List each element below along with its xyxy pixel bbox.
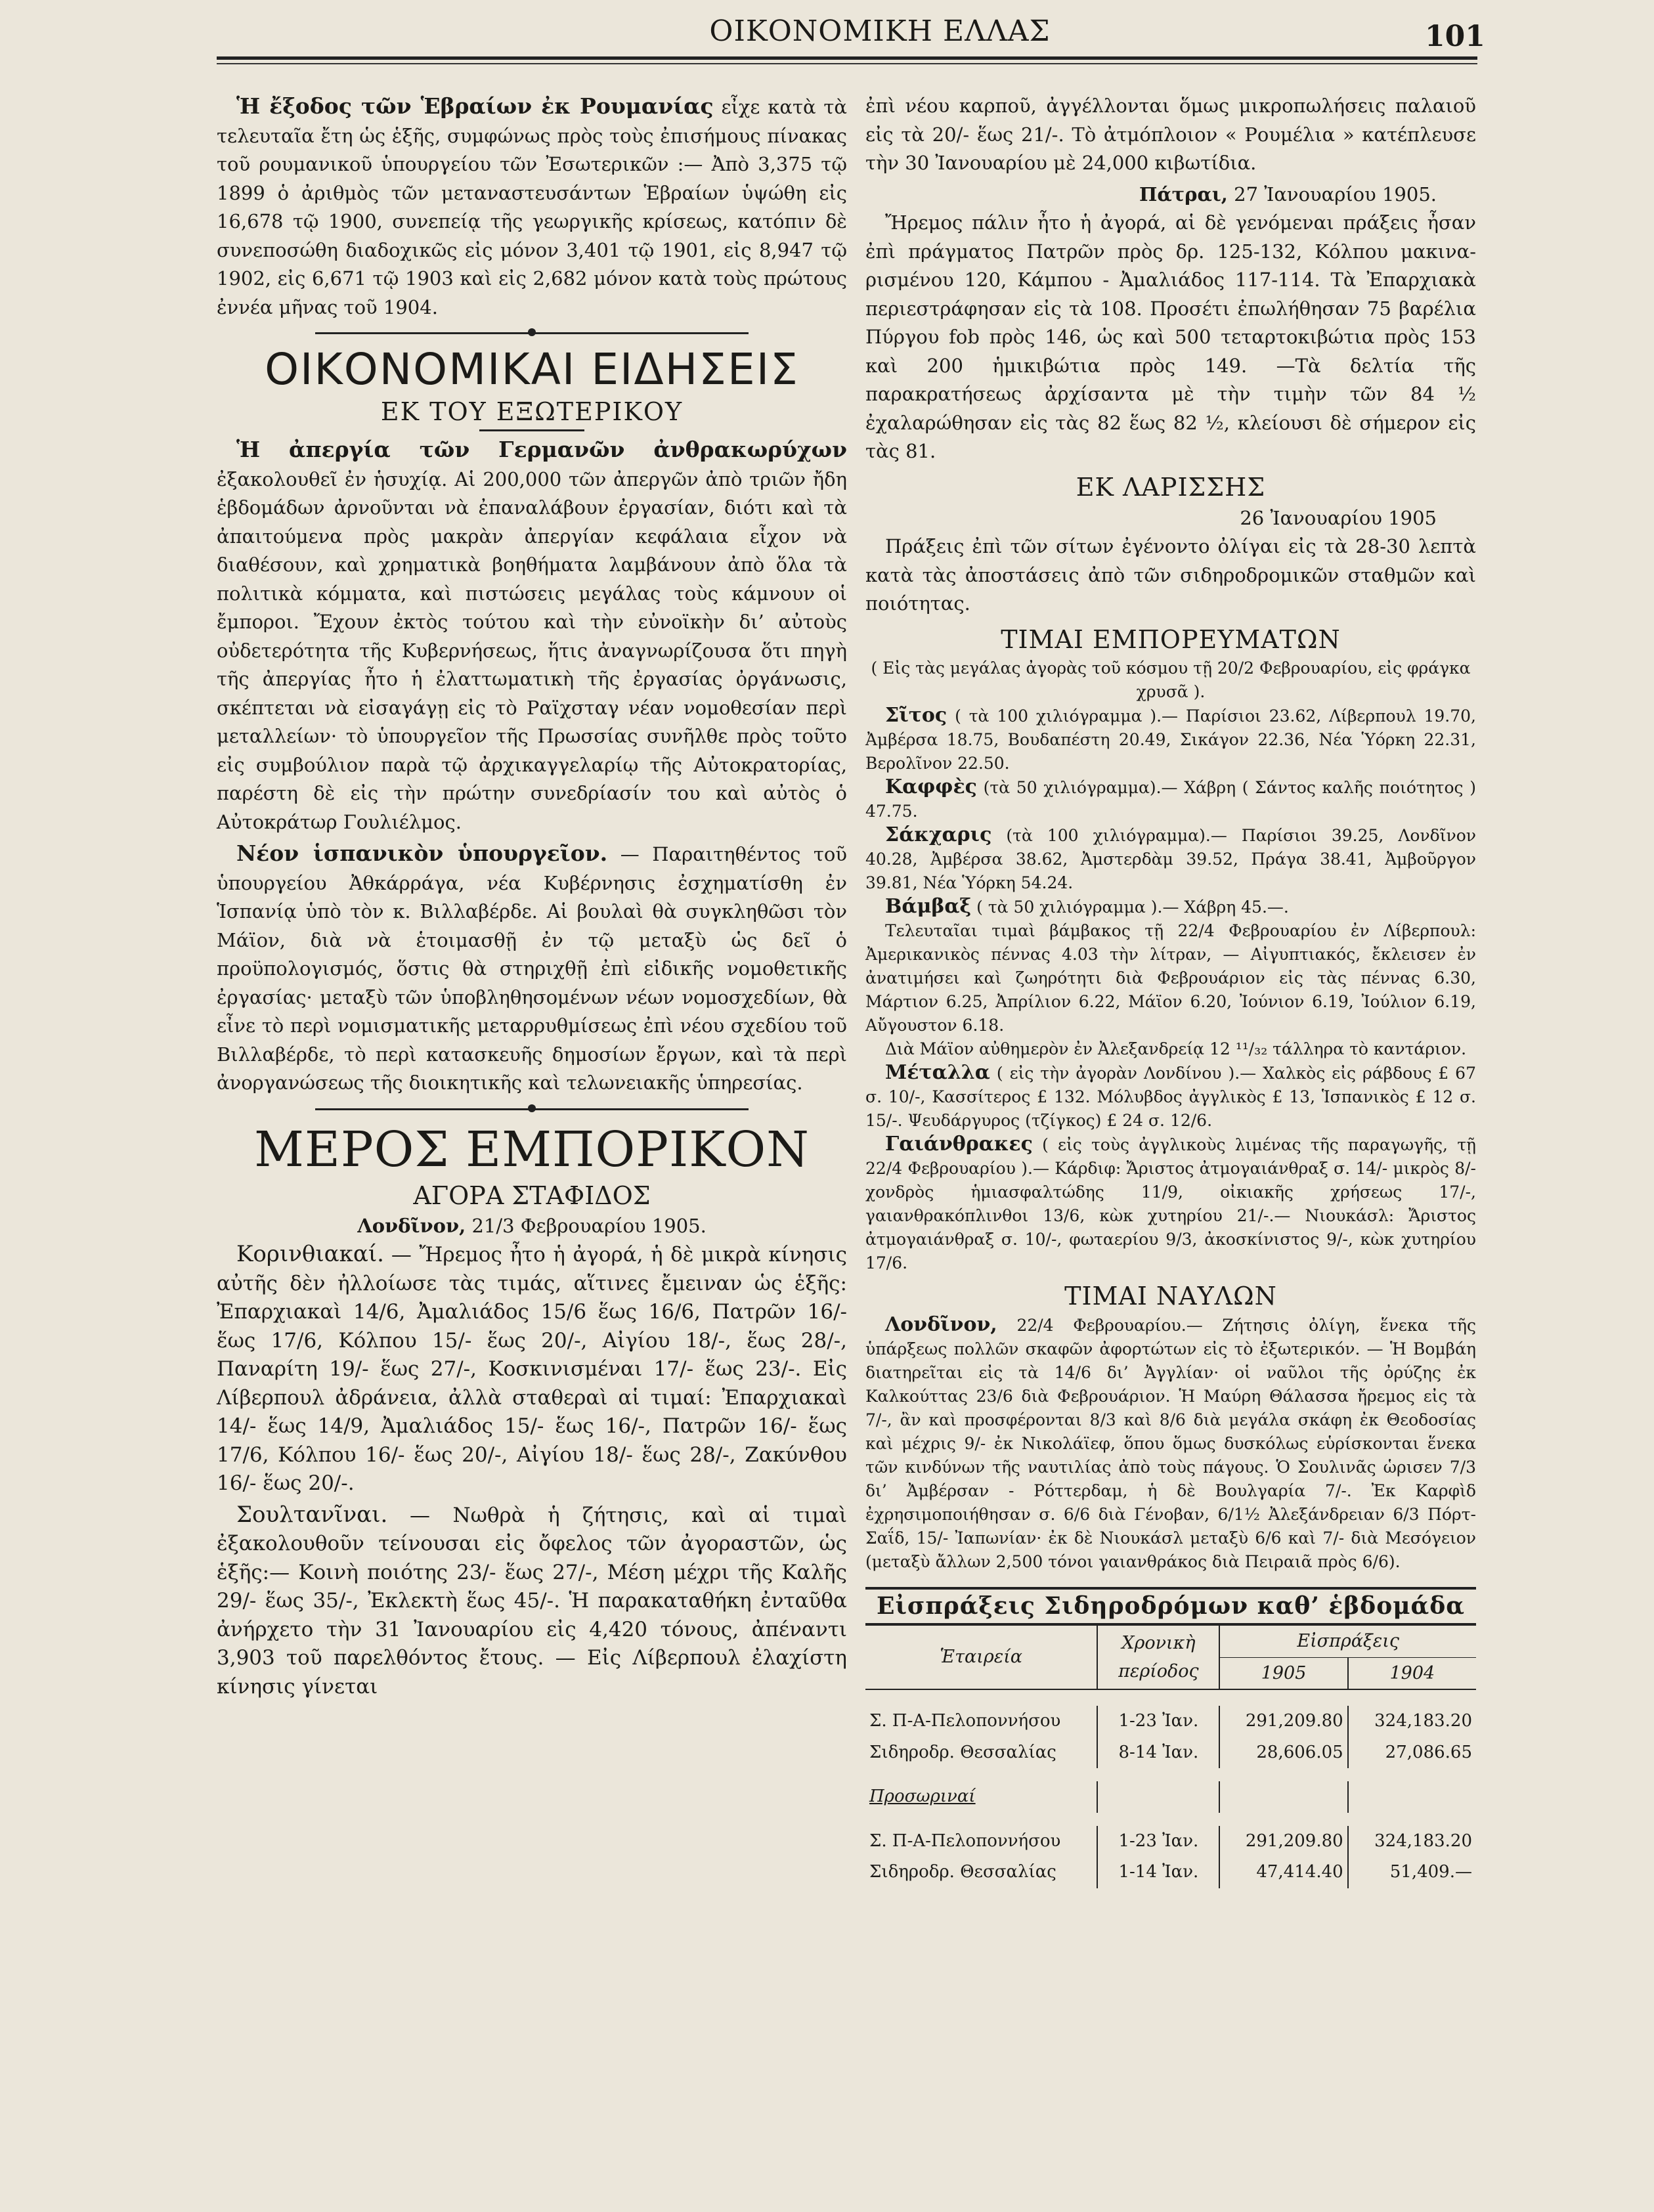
header-rule xyxy=(217,56,1477,60)
table-row xyxy=(865,1857,1476,1888)
cotton-label: Βάμβαξ xyxy=(885,894,972,918)
table-header-row xyxy=(865,1626,1476,1657)
railway-receipts-table xyxy=(865,1626,1476,1888)
section-divider xyxy=(217,326,847,340)
cell-period: 8-14 Ἰαν. xyxy=(1097,1737,1219,1769)
korinth-label: Κορινθιακαί. xyxy=(236,1241,384,1267)
soultan-paragraph xyxy=(217,1501,847,1702)
cell-1905: 291,209.80 xyxy=(1219,1826,1347,1857)
continued-paragraph: ἐπὶ νέου καρποῦ, ἀγγέλλονται ὅμως μικροπωλήσεις παλαιοῦ εἰς τὰ 20/- ἕως 21/-. Τὸ ἀτμόπλοιον « Ρουμέλια » κατέπλευσε τὴν 30 Ἰανουαρίου μὲ 24,000 κιβωτίδια. xyxy=(865,95,1476,174)
table-row xyxy=(865,1737,1476,1769)
ministry-text: — Παραιτηθέντος τοῦ ὑπουργείου Ἀθκάρράγα, νέα Κυβέρνησις ἐσχηματίσθη ἐν Ἱσπανίᾳ ὑπὸ τὸν κ. Βιλλαβέρδε. Αἱ βουλαὶ θὰ συγκληθῶσι τὸν Μάϊον, διὰ νὰ ἑτοιμασθῇ ἐν τῷ μεταξὺ ὡς δεῖ ὁ προϋπολογισμός, ὅστις θὰ στηριχθῇ ἐπὶ εἰδικῆς νομοθετικῆς ἐργασίας· μεταξὺ τῶν ὑποβληθησομένων νέων νομοσχεδίων, θὰ εἶνε τὸ περὶ νομισματικῆς μεταρρυθμίσεως ἐπὶ νέου σχεδίου τοῦ Βιλλαβέρδε, τὸ περὶ κατασκευῆς δημοσίων ἔργων, καὶ τὰ περὶ ἀνοργανώσεως τῆς διοικητικῆς καὶ τελωνειακῆς ὑπηρεσίας. xyxy=(217,843,847,1094)
short-rule xyxy=(479,429,584,431)
exodus-text: εἶχε κατὰ τὰ τελευταῖα ἔτη ὡς ἑξῆς, συμφώνως πρὸς τοὺς ἐπισήμους πίνακας τοῦ ρουμανικοῦ ὑπουργείου τῶν Ἐσωτερικῶν :— Ἀπὸ 3,375 τῷ 1899 ὁ ἀριθμὸς τῶν μεταναστευσάντων Ἑβραίων ὑψώθη εἰς 16,678 τῷ 1900, συνεπείᾳ τῆς γεωργικῆς κρίσεως, κατόπιν δὲ συνεποσώθη διαδοχικῶς εἰς μόνον 3,401 τῷ 1901, εἰς 8,947 τῷ 1902, εἰς 6,671 τῷ 1903 καὶ εἰς 2,682 μόνον κατὰ τοὺς πρώτους ἐννέα μῆνας τοῦ 1904. xyxy=(217,96,847,318)
freight-entry xyxy=(865,1313,1476,1574)
exodus-paragraph xyxy=(217,92,847,322)
page-number: 101 xyxy=(1425,20,1485,53)
soultan-label: Σουλτανῖναι. xyxy=(236,1501,388,1528)
section-heading-commerce: ΜΕΡΟΣ ΕΜΠΟΡΙΚΟΝ xyxy=(254,1121,810,1178)
exodus-heading: Ἡ ἔξοδος τῶν Ἑβραίων ἐκ Ρουμανίας xyxy=(236,93,714,119)
cell-company: Σιδηροδρ. Θεσσαλίας xyxy=(869,1742,1056,1762)
coal-text: ( εἰς τοὺς ἀγγλικοὺς λιμένας τῆς παραγωγῆς, τῇ 22/4 Φεβρουαρίου ).— Κάρδιφ: Ἄριστος ἀτμογαιάνθραξ σ. 14/- μικρὸς 8/- χονδρὸς ἡμιασφαλτώδης 11/9, οἰκιακῆς χρήσεως 17/-, γαιανθρακόπλινθοι 13/6, κὼκ χυτηρίου 21/-.— Νιουκάσλ: Ἄριστος ἀτμογαιάνθραξ σ. 10/-, φωταερίου 9/3, ἀκοσκίνιστος 9/-, κὼκ χυτηρίου 17/6. xyxy=(865,1135,1477,1272)
strike-paragraph xyxy=(217,435,847,836)
cell-company: Σ. Π-Α-Πελοποννήσου xyxy=(869,1831,1061,1851)
freight-place: Λονδῖνον, xyxy=(885,1312,997,1336)
strike-heading: Ἡ ἀπεργία τῶν Γερμανῶν ἀνθρακωρύχων xyxy=(236,437,847,462)
korinth-text: — Ἤρεμος ἦτο ἡ ἀγορά, ἡ δὲ μικρὰ κίνησις αὐτῆς δὲν ἠλλοίωσε τὰς τιμάς, αἵτινες ἔμειναν ὡς ἑξῆς: Ἐπαρχιακαὶ 14/6, Ἀμαλιάδος 15/6 ἕως 16/6, Πατρῶν 16/- ἕως 17/6, Κόλπου 15/- ἕως 20/-, Αἰγίου 18/-, ἕως 28/-, Παναρίτη 19/- ἕως 27/-, Κοσκινισμέναι 17/- ἕως 23/-. Εἰς Λίβερπουλ ἀδράνεια, ἀλλὰ σταθεραὶ αἱ τιμαί: Ἐπαρχιακαὶ 14/- ἕως 14/9, Ἀμαλιάδος 15/- ἕως 16/-, Πατρῶν 16/- ἕως 17/6, Κόλπου 16/- ἕως 20/-, Αἰγίου 18/- ἕως 28/-, Ζακύνθου 16/- ἕως 20/-. xyxy=(217,1243,848,1495)
cotton-entry xyxy=(865,895,1476,919)
patras-date: 27 Ἰανουαρίου 1905. xyxy=(1234,183,1437,206)
cotton-alexandria: Διὰ Μάϊον αὐθημερὸν ἐν Ἀλεξανδρείᾳ 12 ¹¹/₃₂ τάλληρα τὸ καντάριον. xyxy=(885,1039,1467,1058)
coal-label: Γαιάνθρακες xyxy=(885,1132,1033,1156)
head-receipts: Εἰσπράξεις xyxy=(1219,1626,1476,1657)
railway-table-title: Εἰσπράξεις Σιδηροδρόμων καθ’ ἑβδομάδα xyxy=(865,1587,1476,1626)
sugar-entry xyxy=(865,823,1476,895)
ministry-heading: Νέον ἱσπανικὸν ὑπουργεῖον. xyxy=(236,840,608,866)
cell-period: 1-23 Ἰαν. xyxy=(1097,1826,1219,1857)
provisional-label: Προσωριναί xyxy=(869,1787,976,1806)
head-company: Ἑταιρεία xyxy=(865,1626,1097,1689)
coffee-label: Καφφὲς xyxy=(885,775,977,798)
patras-paragraph: Ἤρεμος πάλιν ἦτο ἡ ἀγορά, αἱ δὲ γενόμεναι πράξεις ἦσαν ἐπὶ πράγματος Πατρῶν πρὸς δρ. 125-132, Κόλπου μακιναρισμένου 120, Κάμπου - Ἀμαλιάδος 117-114. Τὰ Ἐπαρχιακὰ περιεστράφησαν εἰς τὰ 108. Προσέτι ἐπωλήθησαν 75 βαρέλια Πύργου fob πρὸς 146, ὡς καὶ 500 τεταρτοκιβώτια πρὸς 153 καὶ 200 ἡμικιβώτια πρὸς 149. —Τὰ δελτία τῆς παρακρατήσεως ἀρχίσαντα μὲ τὴν τιμὴν τῶν 84 ½ ἐχαλαρώθησαν εἰς τὰς 82 ἕως 82 ½, κλείουσι δὲ σήμερον εἰς τὰς 81. xyxy=(865,211,1476,462)
strike-text: ἐξακολουθεῖ ἐν ἡσυχίᾳ. Αἱ 200,000 τῶν ἀπεργῶν ἀπὸ τριῶν ἤδη ἑβδομάδων ἀρνοῦνται νὰ ἐπαναλάβουν ἐργασίαν, διότι καὶ τὰ ἀπαιτούμενα πρὸς μακρὰν ἀπεργίαν κεφάλαια εἶχον νὰ διαθέσουν, καὶ χρηματικὰ βοηθήματα λαμβάνουν ἀπὸ ὅλα τὰ πολιτικὰ κόμματα, καὶ πιστώσεις μεγάλας τοὺς κάμνουν οἱ ἔμποροι. Ἔχουν ἐκτὸς τούτου καὶ τὴν εὐνοϊκὴν δι’ αὐτοὺς οὐδετερότητα τῆς Κυβερνήσεως, ἥτις ἀναγνωρίζουσα ὅτι πηγὴ τῆς ἀπεργίας ἦτο ἡ ἐλαττωματικὴ τῆς ἐργασίας ὀργάνωσις, σκέπτεται νὰ εἰσαγάγῃ εἰς τὸ Ραϊχσταγ νέαν νομοθεσίαν περὶ μεταλλείων· τὸ ὑπουργεῖον τῆς Πρωσσίας συνῆλθε πρὸς τοῦτο εἰς συμβούλιον παρὰ τῷ ἀρχικαγγελαρίῳ τῆς Αὐτοκρατορίας, παρέστη δὲ εἰς τὴν πρώτην συνεδρίασίν του καὶ αὐτὸς ὁ Αὐτοκράτωρ Γουλιέλμος. xyxy=(217,467,847,833)
larissa-paragraph: Πράξεις ἐπὶ τῶν σίτων ἐγένοντο ὀλίγαι εἰς τὰ 28-30 λεπτὰ κατὰ τὰς ἀποστάσεις ἀπὸ τῶν σιδηροδρομικῶν σταθμῶν καὶ ποιότητας. xyxy=(865,535,1476,615)
table-row xyxy=(865,1706,1476,1737)
london-place: Λονδῖνον, xyxy=(357,1214,466,1237)
london-dateline xyxy=(217,1212,847,1241)
london-date: 21/3 Φεβρουαρίου 1905. xyxy=(471,1214,707,1237)
coffee-entry xyxy=(865,775,1476,823)
right-column xyxy=(865,92,1476,1888)
prices-note: ( Εἰς τὰς μεγάλας ἀγορὰς τοῦ κόσμου τῇ 20/2 Φεβρουαρίου, εἰς φράγκα χρυσᾶ ). xyxy=(871,658,1471,701)
section-subheading-abroad: ΕΚ ΤΟΥ ΕΞΩΤΕΡΙΚΟΥ xyxy=(380,397,684,426)
cell-1904: 27,086.65 xyxy=(1348,1737,1476,1769)
patras-place: Πάτραι, xyxy=(1139,183,1228,206)
cell-1904: 324,183.20 xyxy=(1348,1706,1476,1737)
metals-label: Μέταλλα xyxy=(885,1060,990,1084)
larissa-date: 26 Ἰανουαρίου 1905 xyxy=(1240,506,1437,529)
cell-period: 1-23 Ἰαν. xyxy=(1097,1706,1219,1737)
freight-text: 22/4 Φεβρουαρίου.— Ζήτησις ὀλίγη, ἕνεκα τῆς ὑπάρξεως πολλῶν σκαφῶν ἀφορτώτων εἰς τὸ ἐξωτερικόν. — Ἡ Βομβάη διατηρεῖται εἰς τὰ 14/6 δι’ Ἀγγλίαν· οἱ ναῦλοι τῆς ὀρύζης ἐκ Καλκούττας 23/6 διὰ Φεβρουάριον. Ἡ Μαύρη Θάλασσα ἤρεμος εἰς τὰ 7/-, ἂν καὶ προσφέρονται 8/3 καὶ 8/6 διὰ μεγάλα σκάφη ἐκ Θεοδοσίας καὶ μέχρις 9/- ἐκ Νικολάϊεφ, ὅπου ὅμως δυσκόλως εὑρίσκονται ἕνεκα τῶν κινδύνων τῆς ναυτιλίας ἀπὸ τοὺς πάγους. Ὁ Σουλινᾶς ὡρισεν 7/3 δι’ Ἀμβέρσαν - Ρόττερδαμ, ἡ δὲ Βουλγαρία 7/-. Ἐκ Καρφὶδ ἐχρησιμοποιήθησαν σ. 6/6 διὰ Γένοβαν, 6/1½ Ἀλεξάνδρειαν 6/3 Πόρτ-Σαΐδ, 15/- Ἰαπωνίαν· ἐκ δὲ Νιουκάσλ μεταξὺ 6/6 καὶ 7/- διὰ Μεσόγειον (μεταξὺ ἄλλων 2,500 τόνοι γαιανθράκος διὰ Πειραιᾶ πρὸς 6/6). xyxy=(865,1315,1476,1571)
soultan-text: — Νωθρὰ ἡ ζήτησις, καὶ αἱ τιμαὶ ἐξακολουθοῦν τείνουσαι εἰς ὄφελος τῶν ἀγοραστῶν, ὡς ἑξῆς:— Κοινὴ ποιότης 23/- ἕως 27/-, Μέση μέχρι τῆς Καλῆς 29/- ἕως 35/-, Ἐκλεκτὴ ἕως 45/-. Ἡ παρακαταθήκη ἐνταῦθα ἀνήρχετο τὴν 31 Ἰανουαρίου εἰς 4,420 τόνους, ἀπέναντι 3,903 τοῦ παρελθόντος ἔτους. — Εἰς Λίβερπουλ ἐλαχίστη κίνησις γίνεται xyxy=(217,1503,847,1699)
cell-company: Σ. Π-Α-Πελοποννήσου xyxy=(869,1711,1061,1731)
cell-1905: 47,414.40 xyxy=(1219,1857,1347,1888)
section-heading-news: ΟΙΚΟΝΟΜΙΚΑΙ ΕΙΔΗΣΕΙΣ xyxy=(265,344,799,395)
wheat-label: Σῖτος xyxy=(885,703,947,727)
patras-dateline xyxy=(865,181,1476,209)
cell-1904: 51,409.— xyxy=(1348,1857,1476,1888)
head-year-1904: 1904 xyxy=(1348,1657,1476,1689)
table-row xyxy=(865,1826,1476,1857)
larissa-heading: ΕΚ ΛΑΡΙΣΣΗΣ xyxy=(1076,472,1266,502)
header-rule-thin xyxy=(217,63,1477,64)
cell-company: Σιδηροδρ. Θεσσαλίας xyxy=(869,1862,1056,1882)
cell-1904: 324,183.20 xyxy=(1348,1826,1476,1857)
sugar-label: Σάκχαρις xyxy=(885,823,992,846)
head-year-1905: 1905 xyxy=(1219,1657,1347,1689)
metals-text: ( εἰς τὴν ἀγορὰν Λονδίνου ).— Χαλκὸς εἰς ράβδους £ 67 σ. 10/-, Κασσίτερος £ 132. Μόλυβδος ἀγγλικὸς £ 13, Ἱσπανικὸς £ 12 σ. 15/-. Ψευδάργυρος (τζίγκος) £ 24 σ. 12/6. xyxy=(865,1063,1476,1130)
head-period: Χρονικὴ περίοδος xyxy=(1097,1626,1219,1689)
cotton-text: ( τὰ 50 χιλιόγραμμα ).— Χάβρη 45.—. xyxy=(976,897,1289,917)
coal-entry xyxy=(865,1133,1476,1275)
ministry-paragraph xyxy=(217,839,847,1098)
cell-period: 1-14 Ἰαν. xyxy=(1097,1857,1219,1888)
sugar-text: (τὰ 100 χιλιόγραμμα).— Παρίσιοι 39.25, Λονδῖνον 40.28, Ἀμβέρσα 38.62, Ἀμστερδὰμ 39.52, Πράγα 38.41, Ἀμβοῦργον 39.81, Νέα Ὑόρκη 54.24. xyxy=(865,825,1476,892)
coffee-text: (τὰ 50 χιλιόγραμμα).— Χάβρη ( Σάντος καλῆς ποιότητος ) 47.75. xyxy=(865,777,1477,821)
korinth-paragraph xyxy=(217,1240,847,1498)
cell-1905: 291,209.80 xyxy=(1219,1706,1347,1737)
metals-entry xyxy=(865,1061,1476,1133)
table-group-row xyxy=(865,1781,1476,1813)
left-column xyxy=(217,92,847,1704)
cotton-liverpool: Τελευταῖαι τιμαὶ βάμβακος τῇ 22/4 Φεβρουαρίου ἐν Λίβερπουλ: Ἀμερικανικὸς πέννας 4.03 τὴν λίτραν, — Αἰγυπτιακός, ἔκλεισεν ἐν ἀνατιμήσει καὶ ζωηρότητι διὰ Φεβρουάριον εἰς τὰς πέννας 6.30, Μάρτιον 6.25, Ἀπρίλιον 6.22, Μάϊον 6.20, Ἰούνιον 6.19, Ἰούλιον 6.19, Αὔγουστον 6.18. xyxy=(865,921,1476,1035)
prices-heading: ΤΙΜΑΙ ΕΜΠΟΡΕΥΜΑΤΩΝ xyxy=(1001,624,1341,654)
subheading-currant-market: ΑΓΟΡΑ ΣΤΑΦΙΔΟΣ xyxy=(413,1181,651,1210)
section-divider xyxy=(217,1102,847,1116)
cell-1905: 28,606.05 xyxy=(1219,1737,1347,1769)
wheat-text: ( τὰ 100 χιλιόγραμμα ).— Παρίσιοι 23.62, Λίβερπουλ 19.70, Ἀμβέρσα 18.75, Βουδαπέστη 20.49, Σικάγον 22.36, Νέα Ὑόρκη 22.31, Βερολῖνον 22.50. xyxy=(865,706,1476,773)
wheat-entry xyxy=(865,704,1476,775)
freight-heading: ΤΙΜΑΙ ΝΑΥΛΩΝ xyxy=(1064,1281,1277,1311)
running-title: ΟΙΚΟΝΟΜΙΚΗ ΕΛΛΑΣ xyxy=(709,14,1051,48)
